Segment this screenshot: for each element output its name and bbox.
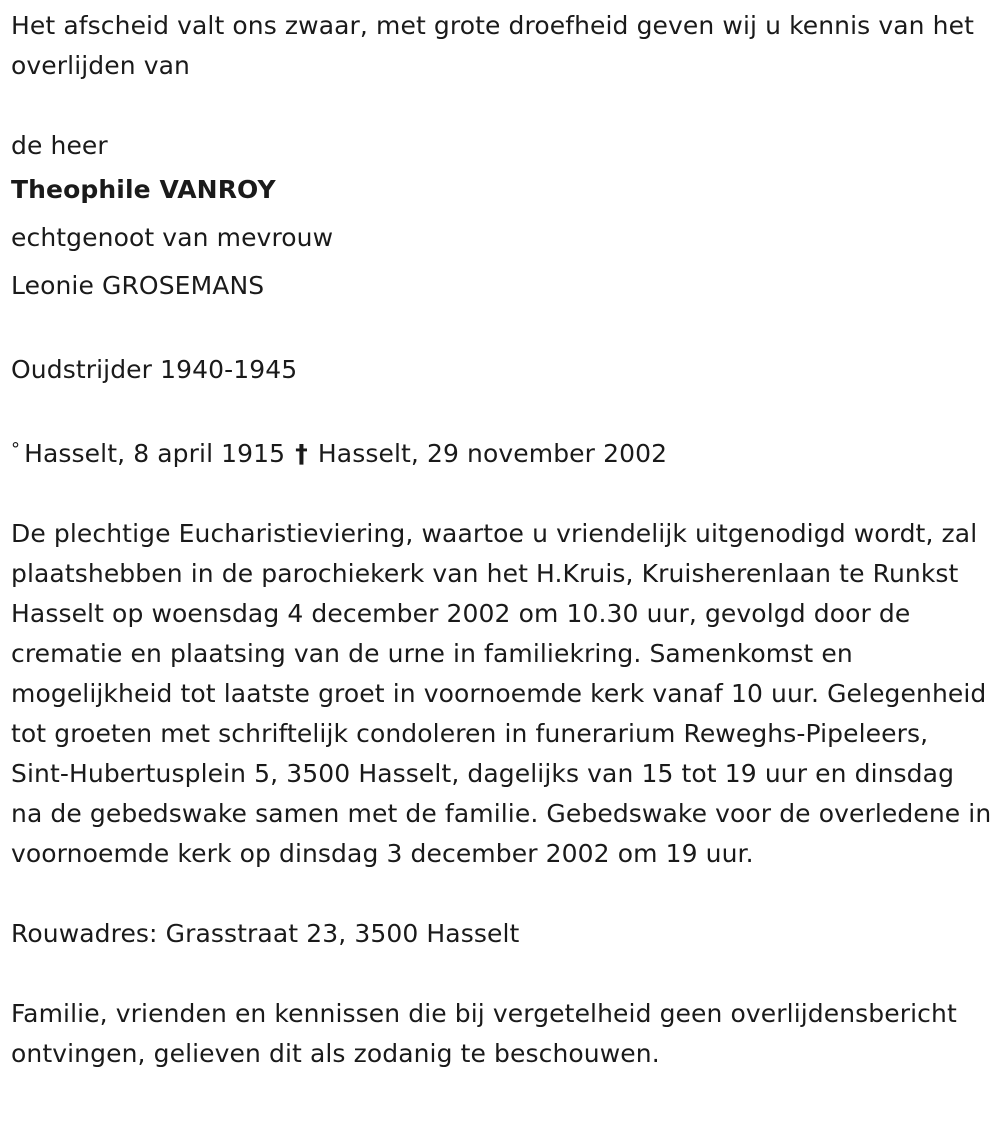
birth-text: Hasselt, 8 april 1915 — [24, 439, 286, 468]
life-dates — [11, 430, 993, 474]
honorific: de heer — [11, 131, 108, 160]
deceased-name: Theophile VANROY — [11, 175, 276, 204]
intro-text: Het afscheid valt ons zwaar, met grote droefheid geven wij u kennis van het overlijden van — [11, 11, 974, 80]
spacer — [11, 474, 993, 514]
spacer — [11, 874, 993, 914]
spacer — [11, 310, 993, 350]
cross-icon: † — [295, 439, 308, 468]
spouse-label: echtgenoot van mevrouw — [11, 223, 334, 252]
spouse-name: Leonie GROSEMANS — [11, 271, 265, 300]
ceremony-text: De plechtige Eucharistieviering, waartoe u vriendelijk uitgenodigd wordt, zal plaatshebben in de parochiekerk van het H.Kruis, Kruisherenlaan te Runkst Hasselt op woensdag 4 december 2002 om 10.30 uur, gevolgd door de crematie en plaatsing van de urne in familiekring. Samenkomst en mogelijkheid tot laatste groet in voornoemde kerk vanaf 10 uur. Gelegenheid tot groeten met schriftelijk condoleren in funerarium Reweghs-Pipeleers, Sint-Hubertusplein 5, 3500 Hasselt, dagelijks van 15 tot 19 uur en dinsdag na de gebedswake samen met de familie. Gebedswake voor de overledene in voornoemde kerk op dinsdag 3 december 2002 om 19 uur. — [11, 519, 992, 868]
closing-text: Familie, vrienden en kennissen die bij vergetelheid geen overlijdensbericht ontvingen, gelieven dit als zodanig te beschouwen. — [11, 999, 957, 1068]
death-text: Hasselt, 29 november 2002 — [317, 439, 668, 468]
spacer — [11, 86, 993, 126]
mourning-address: Rouwadres: Grasstraat 23, 3500 Hasselt — [11, 919, 520, 948]
spacer — [11, 390, 993, 430]
death-notice — [11, 6, 993, 1074]
spacer — [11, 954, 993, 994]
birth-symbol: ° — [11, 439, 21, 460]
veteran-title: Oudstrijder 1940-1945 — [11, 355, 298, 384]
